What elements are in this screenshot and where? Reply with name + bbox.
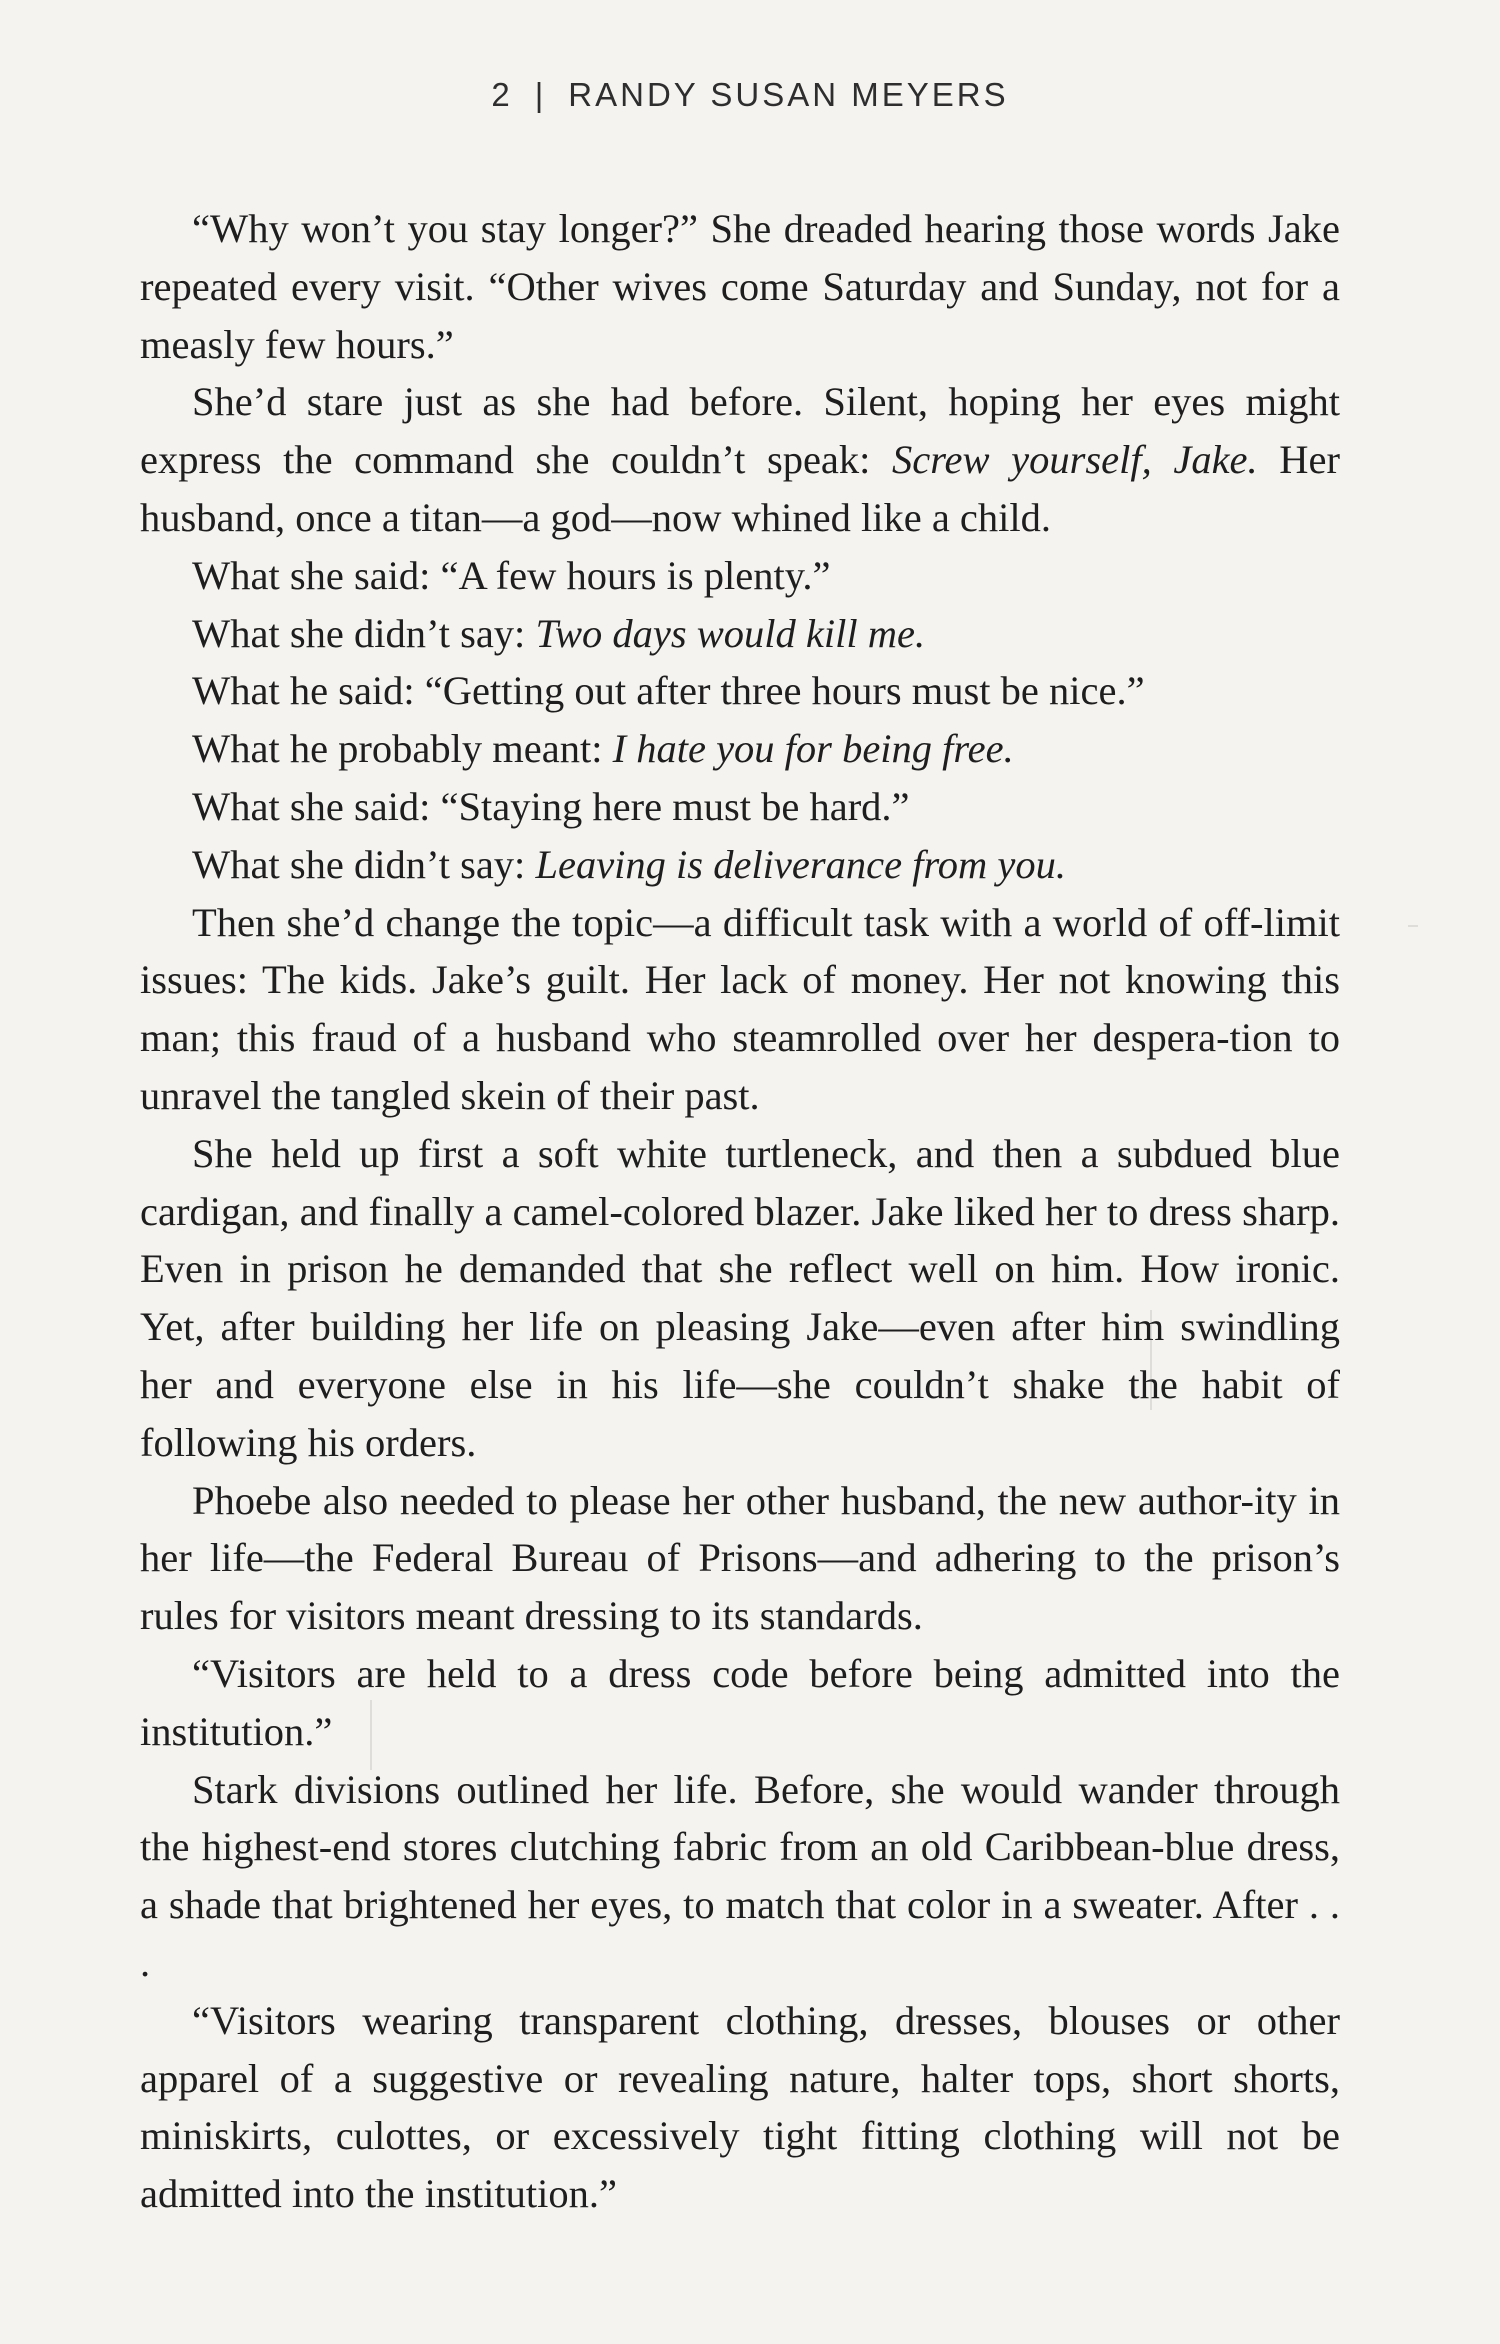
author-name: RANDY SUSAN MEYERS: [568, 76, 1009, 113]
paragraph: She held up first a soft white turtleneck, and then a subdued blue cardigan, and finally a camel-colored blazer. Jake liked her to dress sharp. Even in prison he demanded that she reflect well on him. How ironic. Yet, after building her life on pleasing Jake—even after him swindling her and everyone else in his life—she couldn’t shake the habit of following his orders.: [140, 1130, 1340, 1465]
paragraph: “Visitors are held to a dress code before being admitted into the institution.”: [140, 1650, 1340, 1754]
scan-artifact-line: [370, 1700, 372, 1770]
paragraph: What she said: “Staying here must be hard.”: [192, 783, 910, 829]
paragraph: What he said: “Getting out after three hours must be nice.”: [192, 668, 1145, 714]
italic-phrase: Leaving is deliverance from you.: [535, 841, 1066, 887]
italic-phrase: Screw yourself, Jake.: [892, 437, 1258, 483]
paragraph: “Visitors wearing transparent clothing, dresses, blouses or other apparel of a suggestive or revealing nature, halter tops, short shorts, miniskirts, culottes, or excessively tight fitting clothing will not be admitted into the institution.”: [140, 1997, 1340, 2217]
italic-phrase: Two days would kill me.: [535, 610, 926, 656]
paragraph: Stark divisions outlined her life. Before, she would wander through the highest-end stores clutching fabric from an old Caribbean-blue dress, a shade that brightened her eyes, to match that color in a sweater. After . . .: [140, 1766, 1340, 1985]
scan-artifact-line: [1408, 925, 1418, 927]
paragraph: What she didn’t say: Leaving is deliverance from you.: [192, 841, 1066, 887]
paragraph: “Why won’t you stay longer?” She dreaded hearing those words Jake repeated every visit. “Other wives come Saturday and Sunday, not for a measly few hours.”: [140, 206, 1340, 367]
paragraph: What he probably meant: I hate you for being free.: [192, 726, 1014, 772]
scan-artifact-line: [1150, 1310, 1152, 1410]
paragraph: Phoebe also needed to please her other husband, the new author-ity in her life—the Federal Bureau of Prisons—and adhering to the prison’s rules for visitors meant dressing to its standards.: [140, 1477, 1340, 1639]
italic-phrase: I hate you for being free.: [612, 726, 1014, 772]
paragraph: She’d stare just as she had before. Silent, hoping her eyes might express the command she couldn’t speak: Screw yourself, Jake. Her husband, once a titan—a god—now whined like a child.: [140, 379, 1340, 540]
header-separator: |: [534, 76, 547, 113]
paragraph: Then she’d change the topic—a difficult task with a world of off-limit issues: The kids. Jake’s guilt. Her lack of money. Her not knowing this man; this fraud of a husband who steamrolled over her despera-tion to unravel the tangled skein of their past.: [140, 899, 1340, 1118]
paragraph: What she said: “A few hours is plenty.”: [192, 552, 831, 598]
paragraph: What she didn’t say: Two days would kill me.: [192, 610, 926, 656]
page-number: 2: [491, 76, 513, 113]
running-head: [0, 76, 1500, 114]
body-text: [140, 200, 1340, 2223]
